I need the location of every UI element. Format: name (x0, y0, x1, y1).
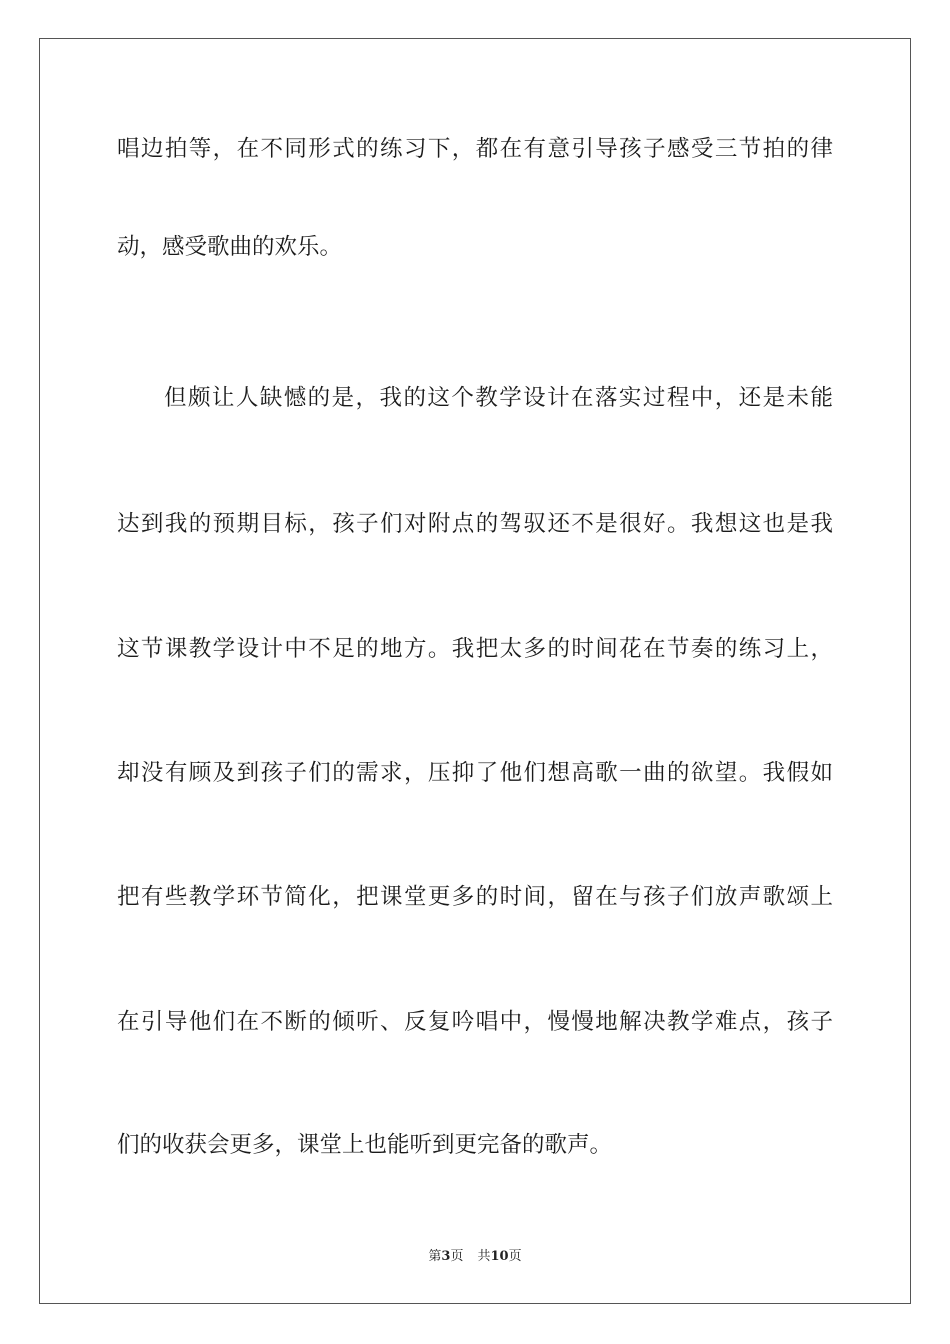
total-label-prefix: 共 (477, 1249, 491, 1264)
page-frame (39, 38, 911, 1304)
body-text-line: 在引导他们在不断的倾听、反复吟唱中，慢慢地解决教学难点，孩子 (117, 1009, 833, 1035)
page-number: 3 (441, 1249, 451, 1264)
body-text-line: 这节课教学设计中不足的地方。我把太多的时间花在节奏的练习上， (117, 636, 833, 662)
page-label-suffix: 页 (450, 1249, 464, 1264)
page-label-prefix: 第 (428, 1249, 442, 1264)
body-text-line: 动，感受歌曲的欢乐。 (117, 234, 343, 260)
page-footer (0, 1248, 950, 1266)
body-text-line: 把有些教学环节简化，把课堂更多的时间，留在与孩子们放声歌颂上 (117, 884, 833, 910)
body-text-line: 达到我的预期目标，孩子们对附点的驾驭还不是很好。我想这也是我 (117, 511, 833, 537)
paragraph-first-line: 但颇让人缺憾的是，我的这个教学设计在落实过程中，还是未能 (164, 385, 833, 411)
total-label-suffix: 页 (508, 1249, 522, 1264)
body-text-line: 们的收获会更多，课堂上也能听到更完备的歌声。 (117, 1132, 613, 1158)
total-pages: 10 (490, 1249, 509, 1264)
body-text-line: 却没有顾及到孩子们的需求，压抑了他们想高歌一曲的欲望。我假如 (117, 760, 833, 786)
body-text-line: 唱边拍等，在不同形式的练习下，都在有意引导孩子感受三节拍的律 (117, 136, 833, 162)
